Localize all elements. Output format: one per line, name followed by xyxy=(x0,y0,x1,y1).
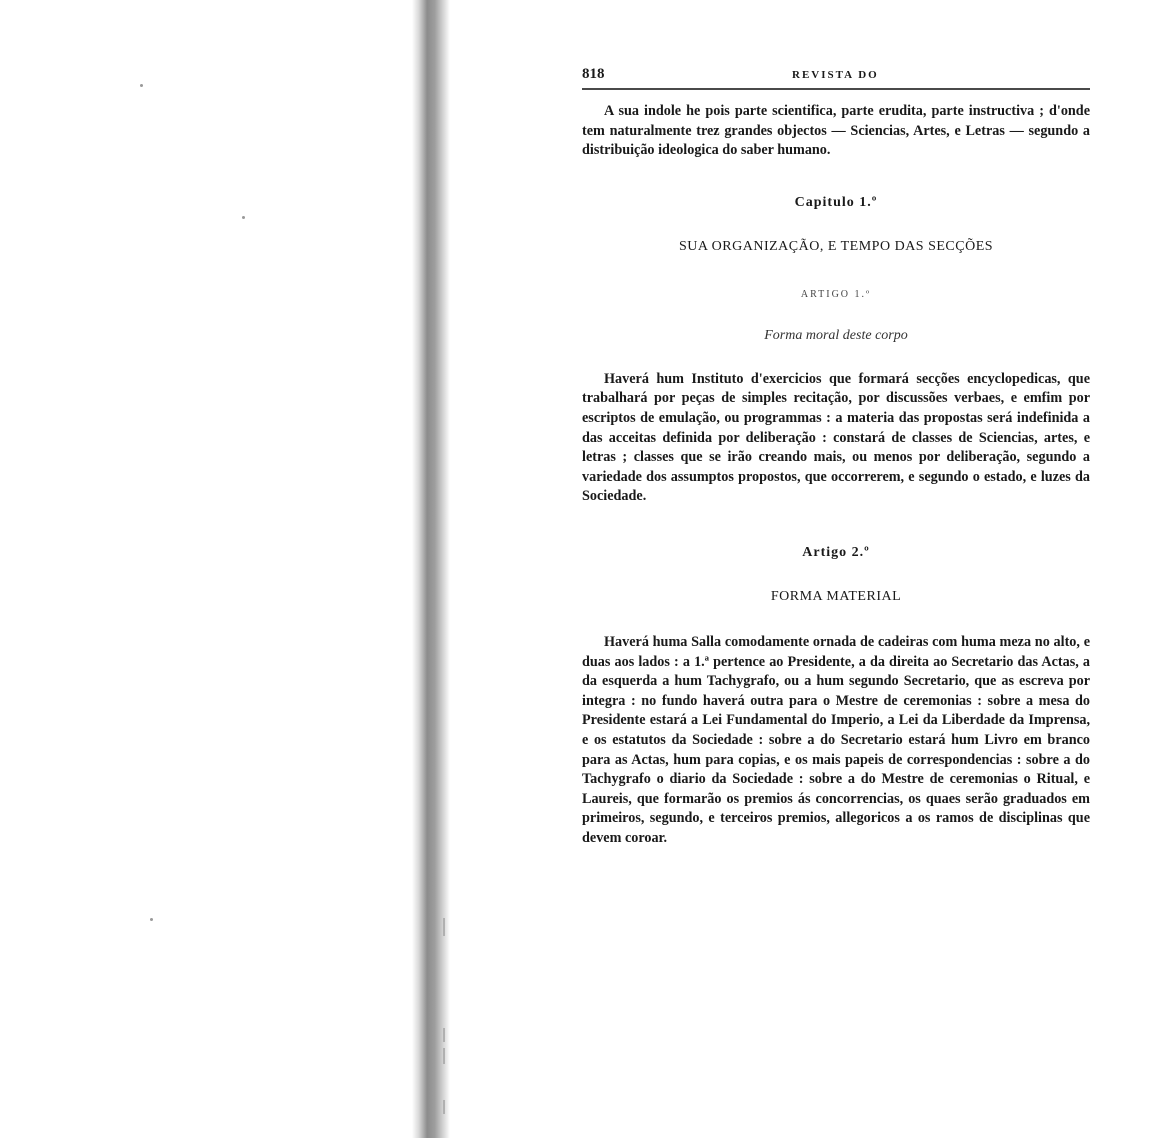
page-number: 818 xyxy=(582,66,605,82)
chapter-subtitle: SUA ORGANIZAÇÃO, E TEMPO DAS SECÇÕES xyxy=(678,238,994,254)
running-header xyxy=(582,62,1090,90)
paper-speck xyxy=(140,84,143,87)
article1-paragraph: Haverá hum Instituto d'exercicios que formará secções encyclopedicas, que trabalhará por peças de simples recitação, por discussões verbaes, e emfim por escriptos de emulação, ou programmas : a materia das propostas será indefinida a das acceitas definida por deliberação : constará de classes de Sciencias, artes, e letras ; classes que se irão creando mais, ou menos por deliberação, segundo a variedade dos assumptos propostos, que occorrerem, e segundo o estado, e luzes da Sociedade. xyxy=(582,370,1090,505)
article1-label: ARTIGO 1.º xyxy=(800,288,872,300)
article1-subtitle: Forma moral deste corpo xyxy=(764,327,908,343)
article2-subtitle: FORMA MATERIAL xyxy=(770,588,902,604)
paper-speck xyxy=(242,216,245,219)
chapter-title: Capitulo 1.º xyxy=(794,194,878,210)
paper-speck xyxy=(150,918,153,921)
running-title: REVISTA DO xyxy=(792,69,879,81)
book-page xyxy=(582,62,1090,848)
intro-paragraph: A sua indole he pois parte scientifica, parte erudita, parte instructiva ; d'onde tem naturalmente trez grandes objectos — Sciencias, Artes, e Letras — segundo a distribuição ideologica do saber humano. xyxy=(582,103,1090,159)
gutter-mark xyxy=(443,1028,445,1042)
gutter-mark xyxy=(443,1048,445,1064)
blank-left-page xyxy=(0,0,412,1138)
article2-paragraph: Haverá huma Salla comodamente ornada de cadeiras com huma meza no alto, e duas aos lados : a 1.ª pertence ao Presidente, a da direita ao Secretario das Actas, a da esquerda a hum Tachygrafo, ou a hum segundo Secretario, que as escreva por integra : no fundo haverá outra para o Mestre de ceremonias : sobre a mesa do Presidente estará a Lei Fundamental do Imperio, a Lei da Liberdade da Imprensa, e os estatutos da Sociedade : sobre a do Secretario estará hum Livro em branco para as Actas, hum para copias, e os mais papeis de correspondencias : sobre a do Tachygrafo o diario da Sociedade : sobre a do Mestre de ceremonias o Ritual, e Laureis, que formarão os premios ás concorrencias, os quaes serão graduados em primeiros, segundo, e terceiros premios, allegoricos a os ramos de disciplinas que devem coroar. xyxy=(582,633,1090,846)
gutter-mark xyxy=(443,918,445,936)
article2-label: Artigo 2.º xyxy=(802,544,870,560)
book-gutter xyxy=(412,0,450,1138)
gutter-mark xyxy=(443,1100,445,1114)
